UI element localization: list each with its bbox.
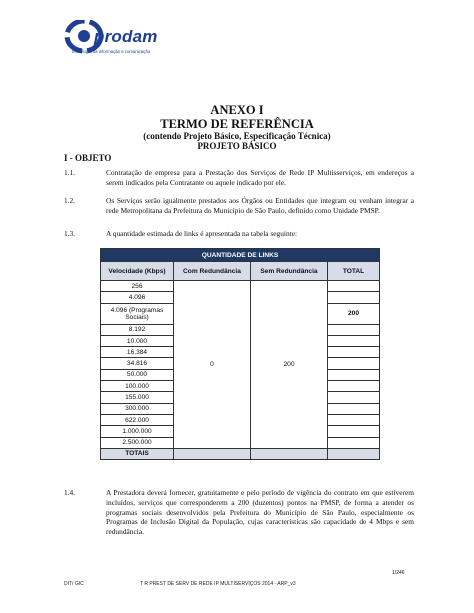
item-1-1 — [64, 168, 414, 188]
page-number: 1/246 — [392, 570, 405, 576]
speed-cell: 4.096 (Programas Sociais) — [101, 303, 174, 324]
speed-cell: 622.000 — [101, 414, 174, 425]
column-header: Velocidade (Kbps) — [101, 262, 174, 281]
speed-cell: 256 — [101, 281, 174, 292]
table-title: QUANTIDADE DE LINKS — [101, 249, 380, 262]
speed-cell: 4.096 — [101, 292, 174, 303]
item-number: 1.2. — [64, 196, 76, 205]
item-number: 1.3. — [64, 229, 76, 238]
logo-tagline: tecnologia da informação e comunicação — [72, 49, 151, 54]
document-title: TERMO DE REFERÊNCIA — [160, 117, 314, 131]
total-cell — [328, 426, 380, 437]
sem-redundancia-cell: 200 — [251, 281, 328, 449]
table-row — [101, 281, 380, 292]
total-cell — [328, 369, 380, 380]
speed-cell: 2.500.000 — [101, 437, 174, 448]
logo-wordmark: prodam — [94, 27, 158, 46]
total-cell — [328, 281, 380, 292]
total-cell — [328, 392, 380, 403]
total-cell — [328, 292, 380, 303]
item-number: 1.1. — [64, 168, 76, 177]
section-heading: I - OBJETO — [64, 153, 112, 163]
total-cell — [328, 437, 380, 448]
total-cell — [328, 414, 380, 425]
totals-label: TOTAIS — [101, 448, 174, 459]
speed-cell: 50.000 — [101, 369, 174, 380]
column-header: TOTAL — [328, 262, 380, 281]
item-text: A Prestadora deverá fornecer, gratuitamente e pelo período de vigência do contrato em que estiverem incluídos, serviços que corresponderem a 200 (duzentos) pontos na PMSP, de forma a atender os programas sociais desenvolvidos pela Prefeitura do Município de São Paulo, especialmente os Programas de Inclusão Digital da População, cujas características são capacidade de 4 Mbps e sem redundância. — [106, 488, 414, 537]
item-1-2 — [64, 196, 414, 216]
item-number: 1.4. — [64, 488, 76, 497]
speed-cell: 100.000 — [101, 381, 174, 392]
speed-cell: 10.000 — [101, 335, 174, 346]
column-header: Sem Redundância — [251, 262, 328, 281]
item-text: Os Serviços serão igualmente prestados aos Órgãos ou Entidades que integram ou venham integrar a rede Metropolitana da Prefeitura do Município de São Paulo, definido como Unidade PMSP. — [106, 196, 414, 215]
speed-cell: 1.000.000 — [101, 426, 174, 437]
item-1-3 — [64, 229, 414, 239]
item-text: Contratação de empresa para a Prestação dos Serviços de Rede IP Multisserviços, em endereços a serem indicados pela Contratante ou aquele indicado por ele. — [106, 168, 414, 187]
speed-cell: 34.816 — [101, 358, 174, 369]
item-text: A quantidade estimada de links é apresentada na tabela seguinte: — [106, 229, 298, 238]
com-redundancia-cell: 0 — [174, 281, 251, 449]
total-cell: 200 — [328, 303, 380, 324]
total-cell — [328, 403, 380, 414]
speed-cell: 155.000 — [101, 392, 174, 403]
total-cell — [328, 347, 380, 358]
speed-cell: 16.384 — [101, 347, 174, 358]
speed-cell: 300.000 — [101, 403, 174, 414]
total-cell — [328, 358, 380, 369]
links-table — [100, 248, 380, 460]
footer-left: DIT/ GIC — [64, 581, 84, 587]
item-1-4 — [64, 488, 414, 537]
document-subtitle: (contendo Projeto Básico, Especificação Técnica) — [143, 131, 331, 141]
total-cell — [328, 324, 380, 335]
footer-center: T R PREST DE SERV DE REDE IP MULTISERVIÇOS 2014 - ARP_v3 — [140, 581, 296, 587]
totals-total-cell — [328, 448, 380, 459]
total-cell — [328, 335, 380, 346]
total-cell — [328, 381, 380, 392]
column-header: Com Redundância — [174, 262, 251, 281]
annex-title: ANEXO I — [210, 103, 264, 117]
totals-com-cell — [174, 448, 251, 459]
speed-cell: 8.192 — [101, 324, 174, 335]
totals-row — [101, 448, 380, 459]
project-title: PROJETO BÁSICO — [197, 141, 277, 151]
totals-sem-cell — [251, 448, 328, 459]
